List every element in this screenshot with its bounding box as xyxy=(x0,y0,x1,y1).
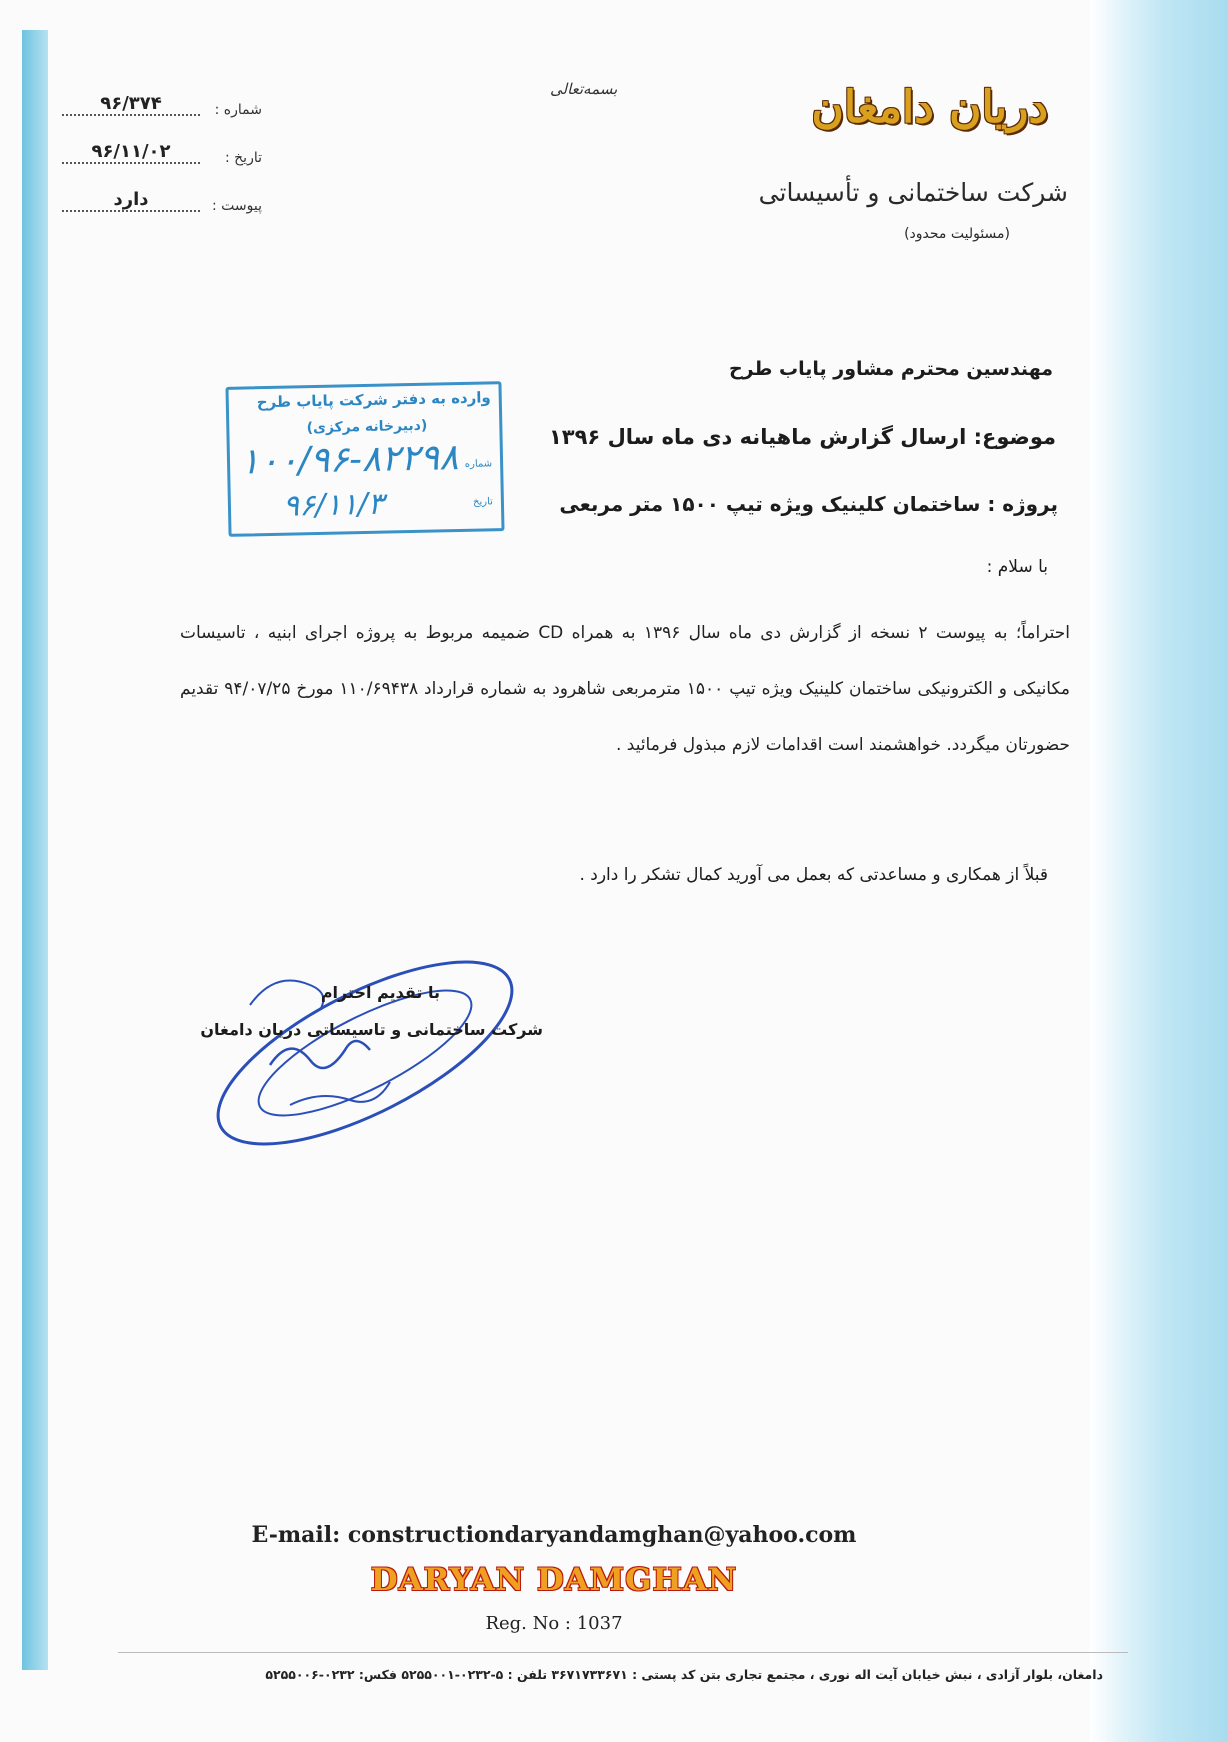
stamp-line1: وارده به دفتر شرکت پایاب طرح xyxy=(256,388,491,412)
addressee: مهندسین محترم مشاور پایاب طرح xyxy=(728,358,1053,380)
date-value: ۹۶/۱۱/۰۲ xyxy=(62,141,200,164)
footer-address: دامغان، بلوار آزادی ، نبش خیابان آیت اله نوری ، مجتمع تجاری بتن کد پستی : ۳۶۷۱۷۳۳۶۷۱ تلفن : ۵-۰۲۳۲-۵۲۵۵۰۰۱ فکس: ۰۲۳۲-۵۲۵۵۰۰۶ xyxy=(265,1667,1103,1682)
footer-divider xyxy=(118,1652,1128,1653)
letter-body: احتراماً؛ به پیوست ۲ نسخه از گزارش دی ماه سال ۱۳۹۶ به همراه CD ضمیمه مربوط به پروژه اجرای ابنیه ، تاسیسات مکانیکی و الکترونیکی ساختمان کلینیک ویژه تیپ ۱۵۰۰ مترمربعی شاهرود به شماره قرارداد ۱۱۰/۶۹۴۳۸ مورخ ۹۴/۰۷/۲۵ تقدیم حضورتان میگردد. خواهشمند است اقدامات لازم مبذول فرمائید . xyxy=(180,623,1070,755)
greeting: با سلام : xyxy=(986,557,1048,577)
brand-logo-text: دریان دامغان xyxy=(811,82,1048,133)
number-value: ۹۶/۳۷۴ xyxy=(62,93,200,116)
stamp-line2: (دبیرخانه مرکزی) xyxy=(306,417,428,437)
stamp-date: ۹۶/۱۱/۳ xyxy=(282,486,385,524)
date-label: تاریخ : xyxy=(224,150,262,166)
meta-number-row xyxy=(62,90,262,120)
meta-attachment-row xyxy=(62,186,262,216)
company-type: شرکت ساختمانی و تأسیساتی xyxy=(758,178,1068,207)
right-blue-band xyxy=(1090,0,1228,1742)
company-seal-icon xyxy=(190,945,530,1165)
liability-note: (مسئولیت محدود) xyxy=(904,226,1010,242)
signature-line2: شرکت ساختمانی و تاسیساتی دریان دامغان xyxy=(200,1020,543,1039)
received-stamp xyxy=(225,381,504,537)
stamp-number-label: شماره xyxy=(464,458,493,470)
basmala: بسمه‌تعالی xyxy=(550,80,618,98)
signature-line1: با تقدیم احترام xyxy=(320,983,440,1002)
attachment-label: پیوست : xyxy=(212,198,262,214)
footer-email: E-mail: constructiondaryandamghan@yahoo.com xyxy=(251,1522,857,1548)
stamp-number: ۱۰۰/۹۶-۸۲۲۹۸ xyxy=(239,437,459,483)
meta-date-row xyxy=(62,138,262,168)
number-label: شماره : xyxy=(214,102,262,118)
stamp-date-label: تاریخ xyxy=(472,496,494,508)
attachment-value: دارد xyxy=(62,189,200,212)
subject-line: موضوع: ارسال گزارش ماهیانه دی ماه سال ۱۳۹۶ xyxy=(548,425,1056,449)
footer-brand-latin: DARYAN DAMGHAN xyxy=(370,1562,738,1598)
closing-line: قبلاً از همکاری و مساعدتی که بعمل می آورید کمال تشکر را دارد . xyxy=(579,865,1048,885)
project-line: پروژه : ساختمان کلینیک ویژه تیپ ۱۵۰۰ متر مربعی xyxy=(559,492,1058,516)
footer-reg-no: Reg. No : 1037 xyxy=(485,1613,623,1634)
left-blue-band xyxy=(22,30,48,1670)
